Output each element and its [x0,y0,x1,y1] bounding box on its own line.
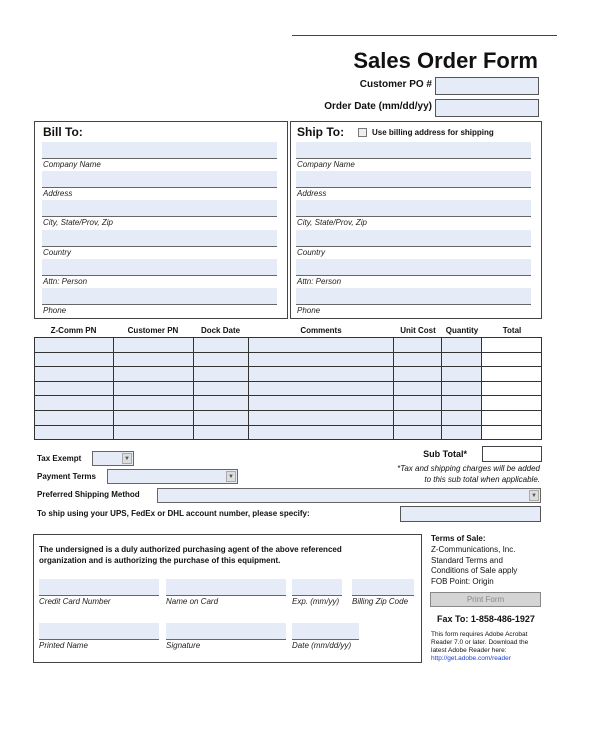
table-cell[interactable] [113,367,193,382]
table-cell[interactable] [482,367,542,382]
acrobat-note-3: latest Adobe Reader here: [431,647,507,654]
table-cell[interactable] [248,367,394,382]
terms-line: FOB Point: Origin [431,576,494,586]
table-cell[interactable] [394,425,442,440]
authorization-field-input[interactable] [166,579,286,596]
table-cell[interactable] [394,367,442,382]
order-date-input[interactable] [435,99,539,117]
bill-to-field-label: Country [43,247,72,257]
table-cell[interactable] [248,381,394,396]
authorization-field-input[interactable] [352,579,414,596]
chevron-down-icon: ▼ [226,471,236,482]
customer-po-label: Customer PO # [359,79,432,90]
bill-to-field-input[interactable] [42,142,277,159]
table-cell[interactable] [35,410,114,425]
bill-to-field-input[interactable] [42,230,277,247]
bill-to-field-label: City, State/Prov, Zip [43,218,113,228]
tax-exempt-label: Tax Exempt [37,454,82,463]
sub-total-label: Sub Total* [423,449,467,459]
ship-to-field-input[interactable] [296,288,531,305]
column-header: Unit Cost [400,326,436,335]
column-header: Customer PN [127,326,179,335]
table-cell[interactable] [442,425,482,440]
bill-to-field-input[interactable] [42,171,277,188]
table-cell[interactable] [113,425,193,440]
table-cell[interactable] [35,367,114,382]
acrobat-note-2: Reader 7.0 or later. Download the [431,639,529,646]
table-cell[interactable] [394,410,442,425]
bill-to-field-label: Attn: Person [43,276,88,286]
fax-number: Fax To: 1-858-486-1927 [437,614,535,624]
customer-po-input[interactable] [435,77,539,95]
ship-to-field-label: City, State/Prov, Zip [297,218,367,228]
payment-terms-label: Payment Terms [37,472,96,481]
table-cell[interactable] [442,338,482,353]
table-cell[interactable] [482,396,542,411]
authorization-field-label: Credit Card Number [39,597,111,606]
ship-to-field-label: Phone [297,306,321,315]
table-cell[interactable] [113,396,193,411]
table-cell[interactable] [442,367,482,382]
column-header: Z-Comm PN [50,326,97,335]
table-cell[interactable] [193,396,248,411]
ship-to-field-label: Address [297,189,327,199]
table-cell[interactable] [35,338,114,353]
ship-to-field-input[interactable] [296,171,531,188]
table-row [35,396,542,411]
bill-to-heading: Bill To: [43,125,83,139]
ship-to-field-label: Attn: Person [297,276,342,286]
chevron-down-icon: ▼ [122,453,132,464]
authorization-field-label: Name on Card [166,597,219,606]
chevron-down-icon: ▼ [529,490,539,501]
table-cell[interactable] [35,396,114,411]
table-cell[interactable] [394,338,442,353]
authorization-field-input[interactable] [166,623,286,640]
authorization-field-label: Date (mm/dd/yy) [292,641,352,650]
bill-to-field-label: Address [43,189,73,199]
ship-to-field-input[interactable] [296,200,531,217]
table-cell[interactable] [193,352,248,367]
column-header: Dock Date [200,326,241,335]
ship-to-heading: Ship To: [297,125,345,139]
table-cell[interactable] [248,352,394,367]
page-title: Sales Order Form [353,48,538,73]
tax-exempt-dropdown[interactable] [92,451,134,466]
table-row [35,367,542,382]
terms-line: Z-Communications, Inc. [431,545,516,554]
table-cell[interactable] [442,410,482,425]
table-row [35,381,542,396]
table-cell[interactable] [442,352,482,367]
column-header: Total [502,326,522,335]
table-cell[interactable] [35,381,114,396]
ship-to-field-label: Country [297,247,326,257]
ship-to-field-input[interactable] [296,230,531,247]
table-cell[interactable] [193,425,248,440]
print-form-button[interactable]: Print Form [430,592,541,607]
authorization-field-label: Billing Zip Code [352,597,409,606]
table-cell[interactable] [193,410,248,425]
table-row [35,338,542,353]
use-billing-checkbox[interactable] [358,128,367,137]
authorization-field-label: Printed Name [39,641,88,650]
authorization-statement-1: The undersigned is a duly authorized purchasing agent of the above referenced [39,545,342,554]
terms-line: Standard Terms and [431,555,503,565]
top-rule [292,35,557,36]
table-cell[interactable] [193,338,248,353]
authorization-field-input[interactable] [39,579,159,596]
table-cell[interactable] [394,381,442,396]
shipping-method-label: Preferred Shipping Method [37,490,140,499]
table-cell[interactable] [35,425,114,440]
ship-to-field-label: Company Name [297,160,355,169]
bill-to-field-label: Company Name [43,160,101,169]
table-cell[interactable] [482,338,542,353]
table-cell[interactable] [248,425,394,440]
table-cell[interactable] [193,367,248,382]
table-cell[interactable] [248,338,394,353]
tax-note-2: to this sub total when applicable. [424,475,540,484]
authorization-field-input[interactable] [292,579,342,596]
table-cell[interactable] [394,352,442,367]
table-cell[interactable] [113,410,193,425]
ship-to-field-input[interactable] [296,259,531,276]
table-cell[interactable] [113,352,193,367]
shipping-method-dropdown[interactable] [157,488,541,503]
table-cell[interactable] [394,396,442,411]
authorization-field-input[interactable] [39,623,159,640]
table-cell[interactable] [35,352,114,367]
payment-terms-dropdown[interactable] [107,469,238,484]
tax-note-1: *Tax and shipping charges will be added [397,464,540,473]
authorization-field-input[interactable] [292,623,359,640]
adobe-reader-link[interactable]: http://get.adobe.com/reader [431,655,511,662]
table-cell[interactable] [248,410,394,425]
table-cell[interactable] [442,381,482,396]
authorization-field-label: Signature [166,641,201,650]
table-cell[interactable] [248,396,394,411]
table-row [35,352,542,367]
authorization-field-label: Exp. (mm/yy) [292,597,340,606]
use-billing-label: Use billing address for shipping [372,128,494,137]
column-header: Comments [300,326,342,335]
sub-total-field[interactable] [482,446,542,462]
table-cell[interactable] [193,381,248,396]
table-row [35,425,542,440]
bill-to-field-input[interactable] [42,259,277,276]
line-items-table [34,337,542,440]
account-number-input[interactable] [400,506,541,522]
order-date-label: Order Date (mm/dd/yy) [324,101,432,112]
column-header: Quantity [445,326,479,335]
table-cell[interactable] [482,425,542,440]
table-row [35,410,542,425]
table-cell[interactable] [482,381,542,396]
table-cell[interactable] [482,410,542,425]
terms-heading: Terms of Sale: [431,534,486,543]
bill-to-field-label: Phone [43,306,67,315]
table-cell[interactable] [442,396,482,411]
account-number-label: To ship using your UPS, FedEx or DHL account number, please specify: [37,509,310,518]
terms-line: Conditions of Sale apply [431,566,518,575]
ship-to-field-input[interactable] [296,142,531,159]
acrobat-note-1: This form requires Adobe Acrobat [431,631,528,638]
table-cell[interactable] [113,338,193,353]
bill-to-field-input[interactable] [42,288,277,305]
bill-to-field-input[interactable] [42,200,277,217]
table-cell[interactable] [113,381,193,396]
authorization-statement-2: organization and is authorizing the purchase of this equipment. [39,556,281,565]
table-cell[interactable] [482,352,542,367]
